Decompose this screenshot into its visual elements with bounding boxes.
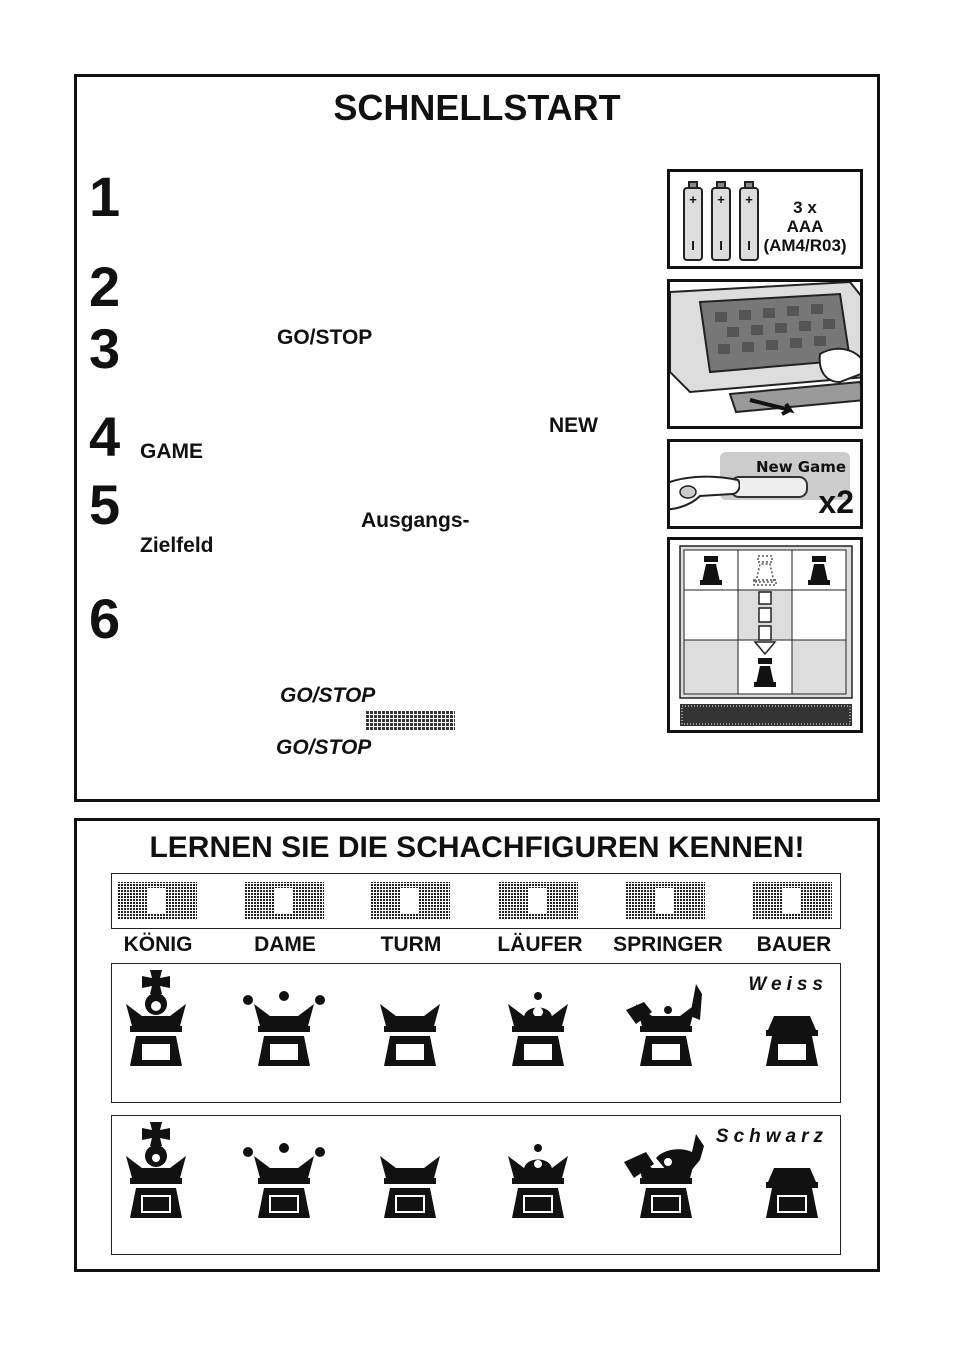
move-board-illustration	[670, 540, 860, 730]
lcd-queen	[244, 882, 324, 920]
black-knight-icon	[624, 1134, 704, 1218]
svg-text:I: I	[719, 238, 723, 253]
quickstart-title: SCHNELLSTART	[333, 87, 621, 128]
new-keyword: NEW	[549, 414, 598, 437]
quickstart-box	[74, 74, 880, 802]
svg-text:+: +	[745, 192, 753, 207]
chess-device-illustration	[670, 282, 863, 429]
piece-name-queen: DAME	[254, 933, 316, 956]
white-king-icon	[126, 970, 186, 1066]
press-twice-label: x2	[818, 484, 854, 520]
go-stop-keyword-2: GO/STOP	[280, 684, 376, 707]
new-game-button-bar	[730, 476, 808, 498]
pieces-title: LERNEN SIE DIE SCHACHFIGUREN KENNEN!	[149, 831, 805, 864]
black-king-icon	[126, 1122, 186, 1218]
piece-name-pawn: BAUER	[756, 933, 832, 956]
battery-type: AAA	[786, 217, 824, 236]
go-stop-keyword-3: GO/STOP	[276, 736, 372, 759]
black-pieces-row	[111, 1115, 841, 1255]
svg-text:+: +	[689, 192, 697, 207]
black-queen-icon	[243, 1143, 325, 1218]
lcd-knight	[625, 882, 705, 920]
lcd-display-icon	[365, 711, 455, 731]
white-pieces-illustration	[112, 964, 838, 1100]
new-game-panel	[667, 439, 863, 529]
lcd-rook	[370, 882, 450, 920]
battery-count: 3 x	[793, 198, 817, 217]
lcd-king	[117, 882, 197, 920]
step-4-number: 4	[89, 405, 121, 468]
piece-name-rook: TURM	[380, 933, 442, 956]
piece-name-bishop: LÄUFER	[497, 933, 583, 956]
black-bishop-icon	[508, 1144, 568, 1218]
pieces-box	[74, 818, 880, 1272]
zielfeld-keyword: Zielfeld	[140, 534, 214, 557]
new-game-button-label: New Game	[756, 458, 847, 476]
step-6-number: 6	[89, 587, 121, 650]
battery-icon	[674, 174, 764, 268]
lcd-pawn	[752, 882, 832, 920]
step-3-number: 3	[89, 317, 121, 380]
black-rook-icon	[380, 1156, 440, 1218]
step-5-number: 5	[89, 473, 121, 536]
white-queen-icon	[243, 991, 325, 1066]
battery-code: (AM4/R03)	[763, 236, 847, 255]
svg-text:I: I	[691, 238, 695, 253]
black-label: Schwarz	[715, 1126, 828, 1147]
black-pawn-icon	[766, 1168, 818, 1218]
svg-text:+: +	[717, 192, 725, 207]
go-stop-keyword-1: GO/STOP	[277, 326, 373, 349]
white-pieces-row	[111, 963, 841, 1103]
ausgangs-keyword: Ausgangs-	[361, 509, 470, 532]
white-rook-icon	[380, 1004, 440, 1066]
white-bishop-icon	[508, 992, 568, 1066]
lcd-row	[111, 873, 841, 929]
white-label: Weiss	[748, 974, 828, 995]
step-1-number: 1	[89, 165, 121, 228]
move-example-panel	[667, 537, 863, 733]
finger-icon	[667, 456, 740, 526]
lcd-bishop	[498, 882, 578, 920]
step-2-number: 2	[89, 255, 121, 318]
white-knight-icon	[626, 984, 702, 1066]
svg-text:I: I	[747, 238, 751, 253]
battery-panel	[667, 169, 863, 269]
piece-name-king: KÖNIG	[123, 933, 193, 956]
device-slide-panel	[667, 279, 863, 429]
white-pawn-icon	[766, 1016, 818, 1066]
piece-name-knight: SPRINGER	[613, 933, 723, 956]
game-keyword: GAME	[140, 440, 203, 463]
